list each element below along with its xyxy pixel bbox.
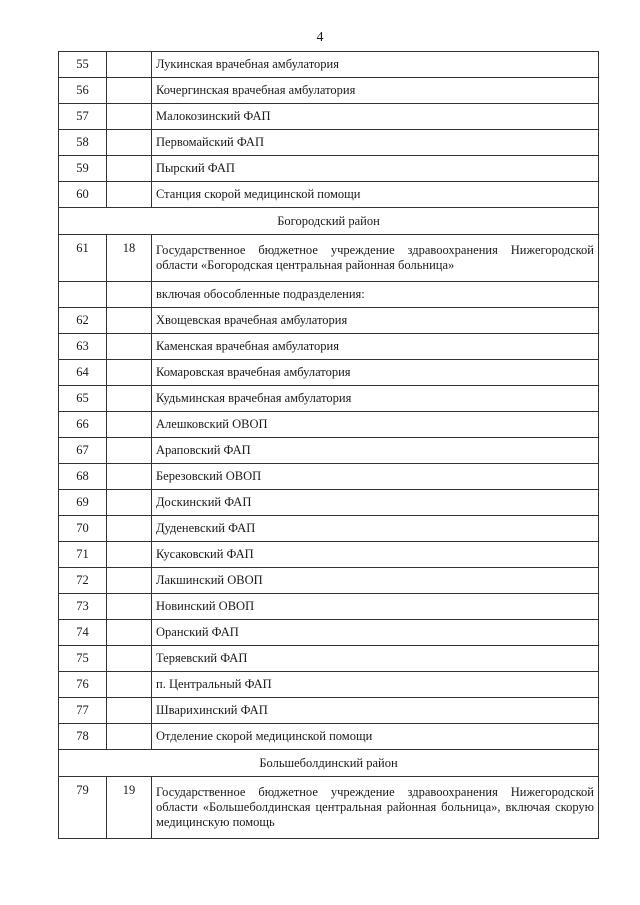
org-code (107, 156, 152, 182)
facility-name: Кусаковский ФАП (152, 542, 599, 568)
org-code (107, 438, 152, 464)
table-row (59, 334, 599, 360)
section-heading-bogorodsky: Богородский район (59, 208, 599, 235)
table-row (59, 78, 599, 104)
org-code (107, 464, 152, 490)
row-number: 66 (59, 412, 107, 438)
facility-name: Доскинский ФАП (152, 490, 599, 516)
row-number: 69 (59, 490, 107, 516)
facility-name: Дуденевский ФАП (152, 516, 599, 542)
org-code (107, 360, 152, 386)
row-number: 79 (59, 777, 107, 839)
table-row (59, 672, 599, 698)
facility-name: Лакшинский ОВОП (152, 568, 599, 594)
org-code (107, 52, 152, 78)
facility-name: Каменская врачебная амбулатория (152, 334, 599, 360)
row-number: 55 (59, 52, 107, 78)
table-row (59, 777, 599, 839)
facility-name: Березовский ОВОП (152, 464, 599, 490)
facility-name: Новинский ОВОП (152, 594, 599, 620)
table-row (59, 646, 599, 672)
section-heading-bolsheboldinsky: Большеболдинский район (59, 750, 599, 777)
row-number: 74 (59, 620, 107, 646)
row-number: 78 (59, 724, 107, 750)
org-code (107, 568, 152, 594)
row-number: 62 (59, 308, 107, 334)
row-number: 63 (59, 334, 107, 360)
org-code (107, 78, 152, 104)
facility-name: Комаровская врачебная амбулатория (152, 360, 599, 386)
org-code (107, 282, 152, 308)
facility-name: Лукинская врачебная амбулатория (152, 52, 599, 78)
row-number: 58 (59, 130, 107, 156)
org-code (107, 182, 152, 208)
row-number (59, 282, 107, 308)
table-row (59, 235, 599, 282)
facility-name: Отделение скорой медицинской помощи (152, 724, 599, 750)
table-row (59, 360, 599, 386)
org-code (107, 698, 152, 724)
org-code: 18 (107, 235, 152, 282)
table-row (59, 386, 599, 412)
facility-name: Теряевский ФАП (152, 646, 599, 672)
org-code (107, 334, 152, 360)
org-code (107, 542, 152, 568)
row-number: 61 (59, 235, 107, 282)
table-row (59, 698, 599, 724)
page-number: 4 (316, 30, 324, 45)
facility-name: Алешковский ОВОП (152, 412, 599, 438)
org-code: 19 (107, 777, 152, 839)
org-code (107, 646, 152, 672)
row-number: 71 (59, 542, 107, 568)
table-row (59, 104, 599, 130)
table-row (59, 490, 599, 516)
table-row (59, 412, 599, 438)
row-number: 73 (59, 594, 107, 620)
facility-name: Кочергинская врачебная амбулатория (152, 78, 599, 104)
organization-name: Государственное бюджетное учреждение здравоохранения Нижегородской области «Богородская центральная районная больница» (152, 235, 599, 282)
org-code (107, 104, 152, 130)
org-code (107, 130, 152, 156)
row-number: 56 (59, 78, 107, 104)
org-code (107, 724, 152, 750)
row-number: 65 (59, 386, 107, 412)
row-number: 64 (59, 360, 107, 386)
table-row (59, 542, 599, 568)
table-row (59, 182, 599, 208)
row-number: 57 (59, 104, 107, 130)
org-code (107, 516, 152, 542)
row-number: 70 (59, 516, 107, 542)
facility-name: Араповский ФАП (152, 438, 599, 464)
table-row (59, 282, 599, 308)
row-number: 68 (59, 464, 107, 490)
table-row (59, 308, 599, 334)
facility-name: Станция скорой медицинской помощи (152, 182, 599, 208)
row-number: 59 (59, 156, 107, 182)
row-number: 72 (59, 568, 107, 594)
facility-name: Малокозинский ФАП (152, 104, 599, 130)
table-row (59, 464, 599, 490)
row-number: 76 (59, 672, 107, 698)
org-code (107, 490, 152, 516)
org-code (107, 308, 152, 334)
facility-name: Пырский ФАП (152, 156, 599, 182)
table-row (59, 156, 599, 182)
facility-name: Шварихинский ФАП (152, 698, 599, 724)
facility-name: Хвощевская врачебная амбулатория (152, 308, 599, 334)
facility-name: п. Центральный ФАП (152, 672, 599, 698)
org-code (107, 386, 152, 412)
section-row (59, 208, 599, 235)
organization-name: Государственное бюджетное учреждение здравоохранения Нижегородской области «Большеболдинская центральная районная больница», включая скорую медицинскую помощь (152, 777, 599, 839)
facility-name: Кудьминская врачебная амбулатория (152, 386, 599, 412)
org-code (107, 412, 152, 438)
table-row (59, 594, 599, 620)
org-code (107, 620, 152, 646)
row-number: 75 (59, 646, 107, 672)
subdivisions-note: включая обособленные подразделения: (152, 282, 599, 308)
row-number: 77 (59, 698, 107, 724)
table-row (59, 438, 599, 464)
table-row (59, 620, 599, 646)
registry-table (58, 51, 599, 839)
row-number: 67 (59, 438, 107, 464)
facility-name: Оранский ФАП (152, 620, 599, 646)
table-row (59, 568, 599, 594)
registry-table-body (59, 52, 599, 839)
table-row (59, 52, 599, 78)
table-row (59, 516, 599, 542)
table-row (59, 724, 599, 750)
facility-name: Первомайский ФАП (152, 130, 599, 156)
row-number: 60 (59, 182, 107, 208)
org-code (107, 594, 152, 620)
table-row (59, 130, 599, 156)
section-row (59, 750, 599, 777)
org-code (107, 672, 152, 698)
